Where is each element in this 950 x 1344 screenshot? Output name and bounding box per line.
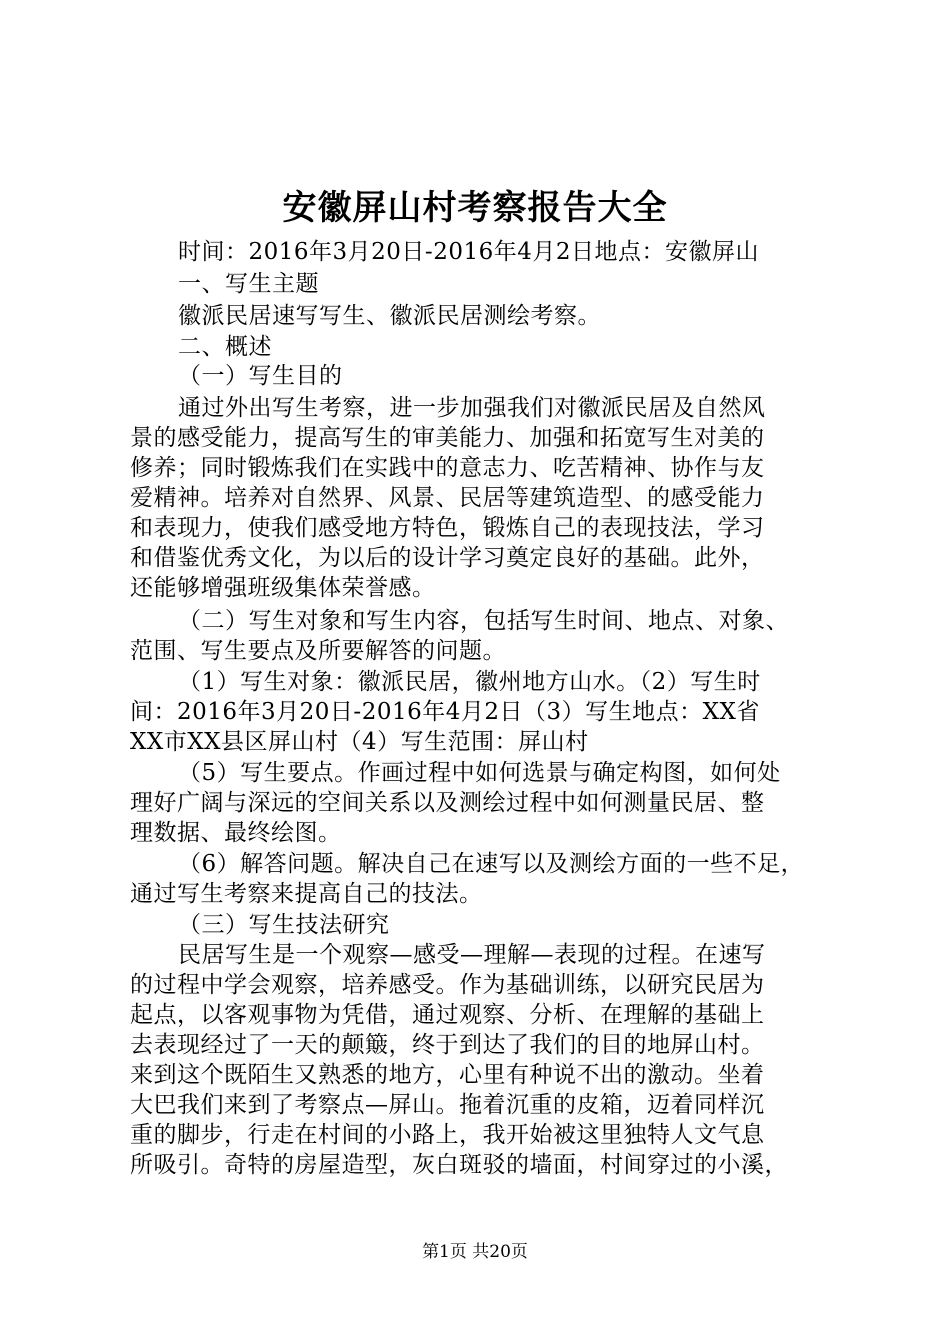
text-line: 一、写生主题 <box>178 271 319 297</box>
text-line: 民居写生是一个观察—感受—理解—表现的过程。在速写 <box>178 942 766 968</box>
text-line: 理好广阔与深远的空间关系以及测绘过程中如何测量民居、整 <box>130 790 765 816</box>
text-line: 和表现力，使我们感受地方特色，锻炼自己的表现技法，学习 <box>130 515 765 541</box>
text-line: 通过外出写生考察，进一步加强我们对徽派民居及自然风 <box>178 395 766 421</box>
text-line: 去表现经过了一天的颠簸，终于到达了我们的目的地屏山村。 <box>130 1032 765 1058</box>
text-line: 所吸引。奇特的房屋造型，灰白斑驳的墙面，村间穿过的小溪， <box>130 1152 788 1178</box>
text-line: 时间：2016年3月20日-2016年4月2日地点：安徽屏山 <box>178 239 760 265</box>
page-number-footer: 第1页 共20页 <box>422 1242 528 1262</box>
text-line: 的过程中学会观察，培养感受。作为基础训练，以研究民居为 <box>130 972 765 998</box>
text-line: （1）写生对象：徽派民居，徽州地方山水。（2）写生时 <box>178 669 761 695</box>
text-line: 重的脚步，行走在村间的小路上，我开始被这里独特人文气息 <box>130 1122 765 1148</box>
text-line: 景的感受能力，提高写生的审美能力、加强和拓宽写生对美的 <box>130 425 765 451</box>
text-line: 修养；同时锻炼我们在实践中的意志力、吃苦精神、协作与友 <box>130 455 765 481</box>
text-line: 理数据、最终绘图。 <box>130 820 342 846</box>
text-line: 起点，以客观事物为凭借，通过观察、分析、在理解的基础上 <box>130 1002 765 1028</box>
text-line: （5）写生要点。作画过程中如何选景与确定构图，如何处 <box>178 760 781 786</box>
text-line: （三）写生技法研究 <box>178 912 390 938</box>
text-line: 和借鉴优秀文化，为以后的设计学习奠定良好的基础。此外， <box>130 545 765 571</box>
document-title: 安徽屏山村考察报告大全 <box>282 188 668 228</box>
text-line: 范围、写生要点及所要解答的问题。 <box>130 638 506 664</box>
text-line: （一）写生目的 <box>178 363 343 389</box>
text-line: 大巴我们来到了考察点—屏山。拖着沉重的皮箱，迈着同样沉 <box>130 1092 765 1118</box>
text-line: 来到这个既陌生又熟悉的地方，心里有种说不出的激动。坐着 <box>130 1062 765 1088</box>
text-line: 二、概述 <box>178 334 272 360</box>
text-line: 爱精神。培养对自然界、风景、民居等建筑造型、的感受能力 <box>130 485 765 511</box>
text-line: （二）写生对象和写生内容，包括写生时间、地点、对象、 <box>178 608 789 634</box>
text-line: （6）解答问题。解决自己在速写以及测绘方面的一些不足， <box>178 851 805 877</box>
text-line: 徽派民居速写写生、徽派民居测绘考察。 <box>178 303 601 329</box>
text-line: 通过写生考察来提高自己的技法。 <box>130 881 483 907</box>
text-line: 间：2016年3月20日-2016年4月2日（3）写生地点：XX省 <box>130 699 760 725</box>
text-line: 还能够增强班级集体荣誉感。 <box>130 575 436 601</box>
text-line: XX市XX县区屏山村（4）写生范围：屏山村 <box>130 729 589 755</box>
